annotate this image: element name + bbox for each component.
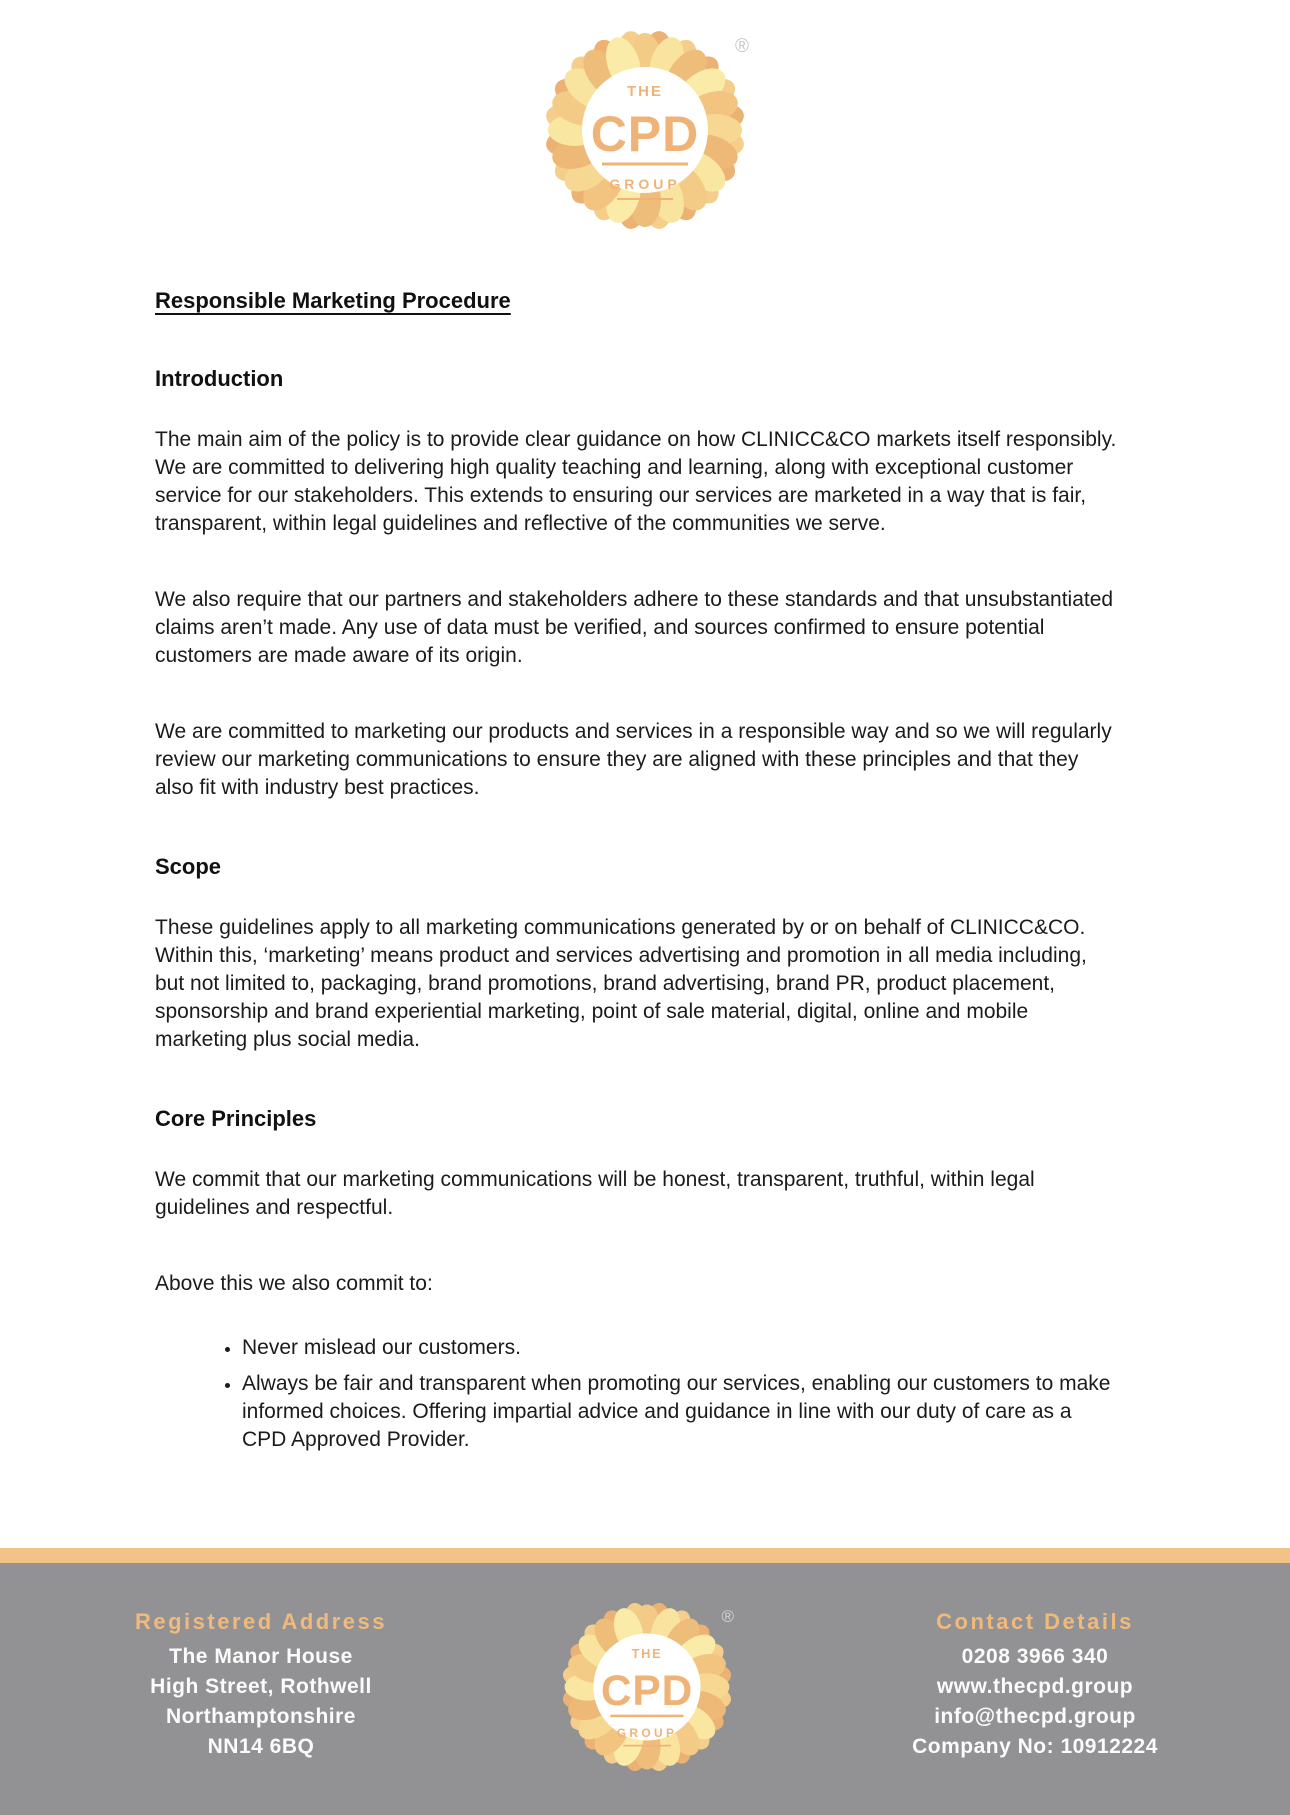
address-line: NN14 6BQ [207, 1735, 315, 1758]
website-url: www.thecpd.group [936, 1675, 1134, 1698]
footer-accent-bar [0, 1548, 1290, 1563]
cpd-group-logo-footer [562, 1602, 732, 1772]
address-line: Northamptonshire [165, 1705, 356, 1728]
paragraph: Above this we also commit to: [155, 1272, 433, 1295]
registered-trademark-icon: ® [721, 1607, 734, 1626]
page-title: Responsible Marketing Procedure [155, 288, 511, 313]
paragraph: We are committed to marketing our products and services in a responsible way and so we will regularly review our marketing communications to ensure they are aligned with these principles and that they also fit with industry best practices. [155, 720, 1112, 799]
email-address: info@thecpd.group [934, 1705, 1136, 1728]
cpd-badge-icon [545, 30, 745, 230]
phone-number: 0208 3966 340 [961, 1645, 1109, 1668]
paragraph: We commit that our marketing communications will be honest, transparent, truthful, within legal guidelines and respectful. [155, 1168, 1035, 1219]
registered-trademark-icon: ® [735, 36, 749, 57]
section-heading-scope: Scope [155, 854, 222, 879]
registered-address-title: Registered Address [134, 1609, 388, 1634]
paragraph: These guidelines apply to all marketing communications generated by or on behalf of CLINICC&CO. Within this, ‘marketing’ means product and services advertising and promotion in all media including, but not limited to, packaging, brand promotions, brand advertising, brand PR, product placement, sponsorship and brand experiential marketing, point of sale material, digital, online and mobile marketing plus social media. [155, 916, 1087, 1051]
address-line: High Street, Rothwell [150, 1675, 372, 1698]
section-heading-introduction: Introduction [155, 366, 284, 391]
section-heading-core-principles: Core Principles [155, 1106, 317, 1131]
list-item: • Never mislead our customers. [242, 1334, 1118, 1362]
commitments-list [155, 1334, 1118, 1454]
contact-details-block [772, 1563, 1290, 1762]
paragraph: We also require that our partners and stakeholders adhere to these standards and that unsubstantiated claims aren’t made. Any use of data must be verified, and sources confirmed to ensure potential customers are made aware of its origin. [155, 588, 1114, 667]
section-core-principles [155, 1106, 1118, 1454]
header [0, 0, 1290, 230]
section-introduction [155, 366, 1118, 802]
cpd-group-logo [545, 30, 749, 230]
registered-address-block [0, 1563, 522, 1762]
cpd-badge-icon [562, 1602, 732, 1772]
section-scope [155, 854, 1118, 1054]
document-body [0, 288, 1290, 1454]
contact-details-title: Contact Details [936, 1609, 1134, 1634]
address-line: The Manor House [169, 1645, 353, 1668]
paragraph: The main aim of the policy is to provide clear guidance on how CLINICC&CO markets itself responsibly. We are committed to delivering high quality teaching and learning, along with exceptional customer service for our stakeholders. This extends to ensuring our services are marketed in a way that is fair, transparent, within legal guidelines and reflective of the communities we serve. [155, 428, 1117, 535]
company-number: Company No: 10912224 [912, 1735, 1158, 1758]
list-item: • Always be fair and transparent when promoting our services, enabling our customers to make informed choices. Offering impartial advice and guidance in line with our duty of care as a CPD Approved Provider. [242, 1370, 1118, 1454]
footer-logo-area [522, 1563, 772, 1772]
page-footer [0, 1563, 1290, 1815]
